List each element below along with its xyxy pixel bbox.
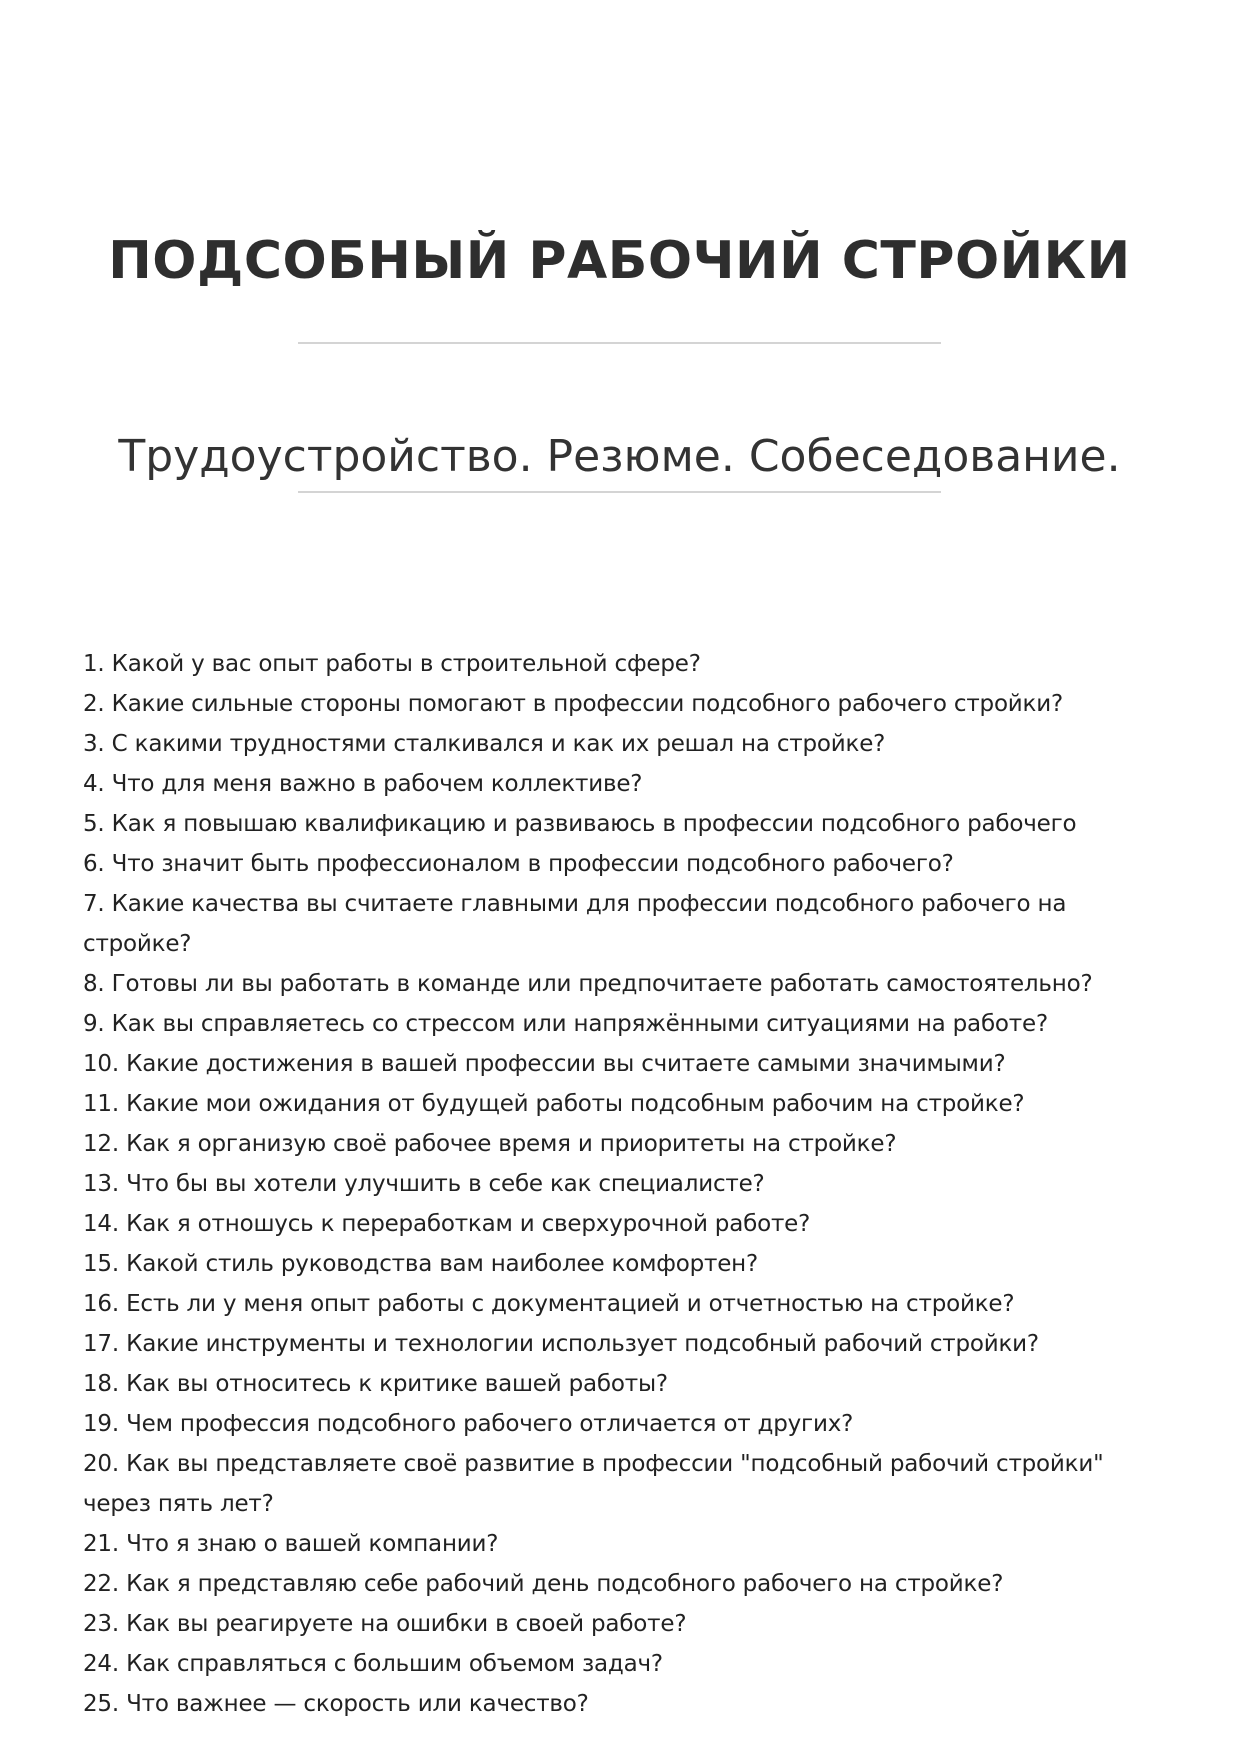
question-item: 17. Какие инструменты и технологии использует подсобный рабочий стройки?	[83, 1331, 1039, 1357]
question-item: 13. Что бы вы хотели улучшить в себе как специалисте?	[83, 1171, 765, 1197]
question-item: 8. Готовы ли вы работать в команде или предпочитаете работать самостоятельно?	[83, 971, 1093, 997]
question-item: 14. Как я отношусь к переработкам и сверхурочной работе?	[83, 1211, 811, 1237]
question-item: 1. Какой у вас опыт работы в строительной сфере?	[83, 651, 701, 677]
question-item: 7. Какие качества вы считаете главными для профессии подсобного рабочего на стройке?	[83, 891, 1067, 957]
question-item: 2. Какие сильные стороны помогают в профессии подсобного рабочего стройки?	[83, 691, 1064, 717]
question-item: 22. Как я представляю себе рабочий день подсобного рабочего на стройке?	[83, 1571, 1004, 1597]
bottom-divider	[298, 491, 941, 493]
question-item: 19. Чем профессия подсобного рабочего отличается от других?	[83, 1411, 854, 1437]
page-title: ПОДСОБНЫЙ РАБОЧИЙ СТРОЙКИ	[108, 230, 1131, 291]
question-item: 4. Что для меня важно в рабочем коллективе?	[83, 771, 643, 797]
question-item: 10. Какие достижения в вашей профессии вы считаете самыми значимыми?	[83, 1051, 1006, 1077]
top-divider	[298, 342, 941, 344]
question-item: 12. Как я организую своё рабочее время и приоритеты на стройке?	[83, 1131, 897, 1157]
page-subtitle: Трудоустройство. Резюме. Собеседование.	[118, 430, 1121, 482]
question-item: 24. Как справляться с большим объемом задач?	[83, 1651, 663, 1677]
question-item: 21. Что я знаю о вашей компании?	[83, 1531, 499, 1557]
question-item: 9. Как вы справляетесь со стрессом или напряжёнными ситуациями на работе?	[83, 1011, 1048, 1037]
question-item: 16. Есть ли у меня опыт работы с документацией и отчетностью на стройке?	[83, 1291, 1015, 1317]
question-item: 25. Что важнее — скорость или качество?	[83, 1691, 589, 1717]
question-item: 23. Как вы реагируете на ошибки в своей работе?	[83, 1611, 687, 1637]
question-item: 3. С какими трудностями сталкивался и как их решал на стройке?	[83, 731, 886, 757]
question-list	[83, 644, 1163, 1724]
question-item: 6. Что значит быть профессионалом в профессии подсобного рабочего?	[83, 851, 954, 877]
question-item: 20. Как вы представляете своё развитие в профессии "подсобный рабочий стройки" через пять лет?	[83, 1451, 1104, 1517]
question-item: 15. Какой стиль руководства вам наиболее комфортен?	[83, 1251, 759, 1277]
question-item: 5. Как я повышаю квалификацию и развиваюсь в профессии подсобного рабочего	[83, 811, 1077, 837]
question-item: 18. Как вы относитесь к критике вашей работы?	[83, 1371, 668, 1397]
question-item: 11. Какие мои ожидания от будущей работы подсобным рабочим на стройке?	[83, 1091, 1025, 1117]
